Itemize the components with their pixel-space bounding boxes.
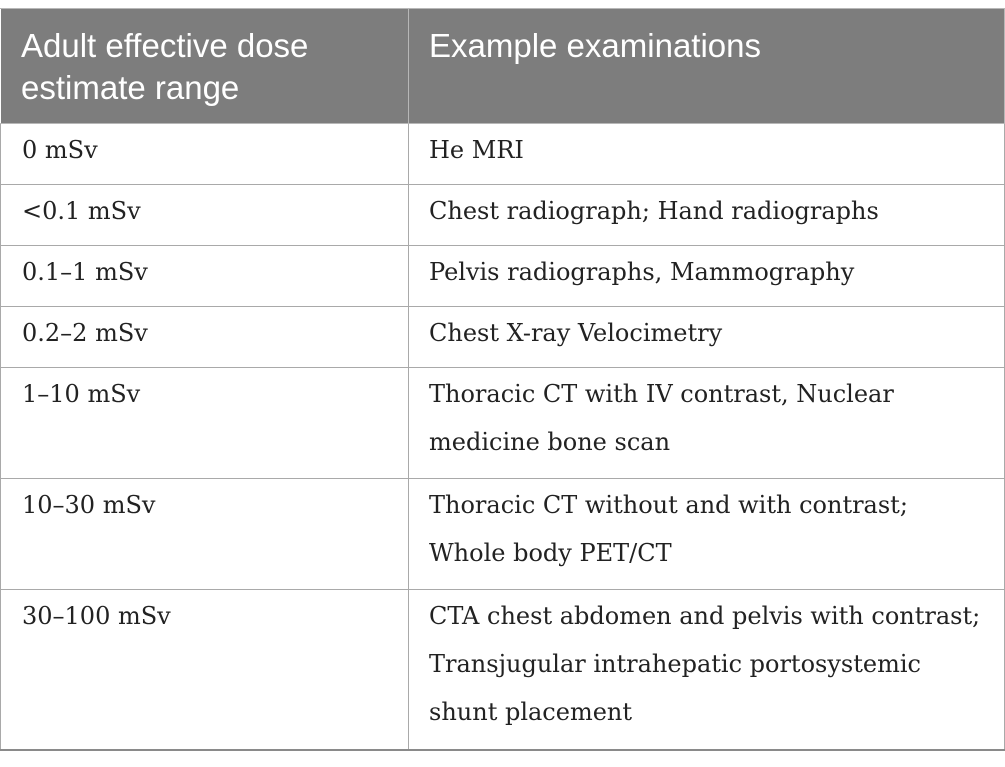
table-row <box>1 246 1005 307</box>
header-dose-range: Adult effective dose estimate range <box>1 9 409 124</box>
table-row <box>1 368 1005 479</box>
examination-cell: He MRI <box>409 124 1005 185</box>
dose-range-cell: 0.2–2 mSv <box>1 307 409 368</box>
dose-range-cell: 1–10 mSv <box>1 368 409 479</box>
examination-cell: CTA chest abdomen and pelvis with contrast; Transjugular intrahepatic portosystemic shunt placement <box>409 590 1005 750</box>
dose-range-cell: 0 mSv <box>1 124 409 185</box>
dose-range-cell: 0.1–1 mSv <box>1 246 409 307</box>
table-row <box>1 307 1005 368</box>
table-row <box>1 479 1005 590</box>
dose-range-cell: <0.1 mSv <box>1 185 409 246</box>
dose-range-cell: 10–30 mSv <box>1 479 409 590</box>
dose-table <box>0 8 1005 751</box>
header-example-examinations: Example examinations <box>409 9 1005 124</box>
examination-cell: Chest X-ray Velocimetry <box>409 307 1005 368</box>
table-header <box>1 9 1005 124</box>
table-row <box>1 590 1005 750</box>
table-row <box>1 124 1005 185</box>
examination-cell: Thoracic CT with IV contrast, Nuclear medicine bone scan <box>409 368 1005 479</box>
header-row <box>1 9 1005 124</box>
examination-cell: Chest radiograph; Hand radiographs <box>409 185 1005 246</box>
table-body <box>1 124 1005 750</box>
examination-cell: Thoracic CT without and with contrast; Whole body PET/CT <box>409 479 1005 590</box>
examination-cell: Pelvis radiographs, Mammography <box>409 246 1005 307</box>
table-row <box>1 185 1005 246</box>
dose-range-cell: 30–100 mSv <box>1 590 409 750</box>
